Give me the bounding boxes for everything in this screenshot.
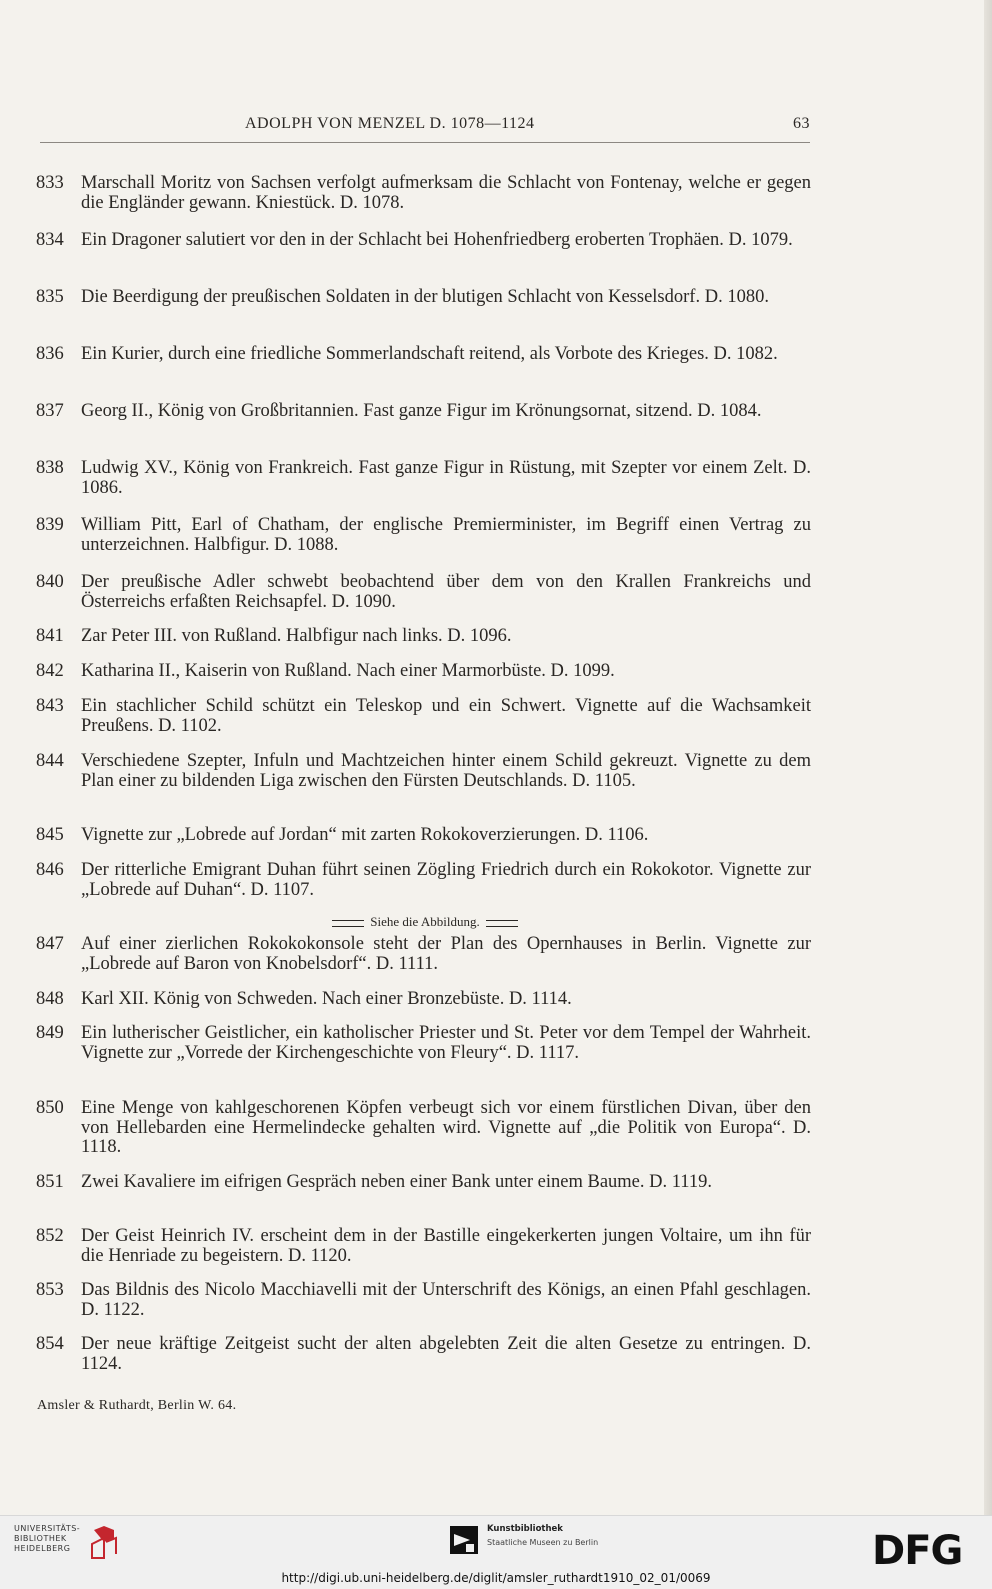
entry-text: Der ritterliche Emigrant Duhan führt seinen Zögling Friedrich durch ein Rokokotor. Vignette zur „Lobrede auf Duhan“. D. 1107. xyxy=(81,860,811,900)
library-crest-icon xyxy=(90,1524,118,1560)
entry-text: Katharina II., Kaiserin von Rußland. Nach einer Marmorbüste. D. 1099. xyxy=(81,661,615,681)
entry-text: Auf einer zierlichen Rokokokonsole steht der Plan des Opernhauses in Berlin. Vignette zur „Lobrede auf Baron von Knobelsdorf“. D. 1111. xyxy=(81,934,811,974)
entry-text: Verschiedene Szepter, Infuln und Machtzeichen hinter einem Schild gekreuzt. Vignette zu dem Plan einer zu bildenden Liga zwischen den Fürsten Deutschlands. D. 1105. xyxy=(81,751,811,791)
entry-text: Georg II., König von Großbritannien. Fast ganze Figur im Krönungsornat, sitzend. D. 1084. xyxy=(81,401,762,421)
entry-number: 836 xyxy=(36,344,64,364)
entry-number: 853 xyxy=(36,1280,64,1300)
entry-number: 844 xyxy=(36,751,64,771)
entry-text: Vignette zur „Lobrede auf Jordan“ mit zarten Rokokoverzierungen. D. 1106. xyxy=(81,825,649,845)
entry-number: 845 xyxy=(36,825,64,845)
double-rule xyxy=(486,920,518,927)
entry-number: 852 xyxy=(36,1226,64,1246)
double-rule xyxy=(332,920,364,927)
page-number: 63 xyxy=(793,115,810,132)
entry-number: 854 xyxy=(36,1334,64,1354)
library-name-line: BIBLIOTHEK xyxy=(14,1534,67,1543)
entry-number: 843 xyxy=(36,696,64,716)
permalink-url[interactable]: http://digi.ub.uni-heidelberg.de/diglit/amsler_ruthardt1910_02_01/0069 xyxy=(281,1571,711,1585)
library-name-line: UNIVERSITÄTS- xyxy=(14,1524,81,1533)
entry-text: Ein lutherischer Geistlicher, ein katholischer Priester und St. Peter vor dem Tempel der Wahrheit. Vignette zur „Vorrede der Kirchengeschichte von Fleury“. D. 1117. xyxy=(81,1023,811,1063)
entry-number: 842 xyxy=(36,661,64,681)
entry-number: 847 xyxy=(36,934,64,954)
entry-number: 840 xyxy=(36,572,64,592)
entry-text: Zar Peter III. von Rußland. Halbfigur nach links. D. 1096. xyxy=(81,626,512,646)
entry-text: Marschall Moritz von Sachsen verfolgt aufmerksam die Schlacht von Fontenay, welche er gegen die Engländer gewann. Kniestück. D. 1078. xyxy=(81,173,811,213)
entry-text: Die Beerdigung der preußischen Soldaten in der blutigen Schlacht von Kesselsdorf. D. 1080. xyxy=(81,287,769,307)
entry-text: Karl XII. König von Schweden. Nach einer Bronzebüste. D. 1114. xyxy=(81,989,572,1009)
entry-text: Der preußische Adler schwebt beobachtend über dem von den Krallen Frankreichs und Österreichs erfaßten Reichsapfel. D. 1090. xyxy=(81,572,811,612)
entry-number: 833 xyxy=(36,173,64,193)
entry-number: 838 xyxy=(36,458,64,478)
illustration-note xyxy=(300,914,550,930)
entry-number: 837 xyxy=(36,401,64,421)
entry-number: 848 xyxy=(36,989,64,1009)
entry-text: Eine Menge von kahlgeschorenen Köpfen verbeugt sich vor einem fürstlichen Divan, über den von Hellebarden eine Hermelindecke gehalten wird. Vignette auf „die Politik von Europa“. D. 1118. xyxy=(81,1098,811,1157)
kunstbibliothek-logo xyxy=(450,1524,610,1560)
entry-text: Ein Dragoner salutiert vor den in der Schlacht bei Hohenfriedberg eroberten Trophäen. D. 1079. xyxy=(81,230,793,250)
entry-text: Zwei Kavaliere im eifrigen Gespräch neben einer Bank unter einem Baume. D. 1119. xyxy=(81,1172,712,1192)
kunstbibliothek-subtitle: Staatliche Museen zu Berlin xyxy=(487,1538,599,1547)
entry-number: 839 xyxy=(36,515,64,535)
kunstbibliothek-name: Kunstbibliothek xyxy=(487,1524,563,1534)
entry-text: William Pitt, Earl of Chatham, der englische Premierminister, im Begriff einen Vertrag zu unterzeichnen. Halbfigur. D. 1088. xyxy=(81,515,811,555)
entry-number: 851 xyxy=(36,1172,64,1192)
page-edge xyxy=(984,0,992,1515)
entry-text: Der neue kräftige Zeitgeist sucht der alten abgelebten Zeit die alten Gesetze zu entringen. D. 1124. xyxy=(81,1334,811,1374)
header-rule xyxy=(40,142,810,143)
kunstbibliothek-mark-icon xyxy=(450,1526,478,1554)
entry-number: 849 xyxy=(36,1023,64,1043)
entry-number: 841 xyxy=(36,626,64,646)
library-logo xyxy=(14,1524,80,1554)
running-header xyxy=(40,115,810,139)
entry-text: Das Bildnis des Nicolo Macchiavelli mit der Unterschrift des Königs, an einen Pfahl geschlagen. D. 1122. xyxy=(81,1280,811,1320)
entry-text: Ein stachlicher Schild schützt ein Teleskop und ein Schwert. Vignette auf die Wachsamkeit Preußens. D. 1102. xyxy=(81,696,811,736)
library-name-line: HEIDELBERG xyxy=(14,1544,71,1553)
note-text: Siehe die Abbildung. xyxy=(370,914,480,929)
entry-text: Der Geist Heinrich IV. erscheint dem in der Bastille eingekerkerten jungen Voltaire, um ihn für die Henriade zu begeistern. D. 1120. xyxy=(81,1226,811,1266)
entry-text: Ludwig XV., König von Frankreich. Fast ganze Figur in Rüstung, mit Szepter vor einem Zelt. D. 1086. xyxy=(81,458,811,498)
entry-number: 846 xyxy=(36,860,64,880)
entry-number: 850 xyxy=(36,1098,64,1118)
header-title: ADOLPH VON MENZEL D. 1078—1124 xyxy=(245,115,535,132)
entry-number: 835 xyxy=(36,287,64,307)
entry-number: 834 xyxy=(36,230,64,250)
publisher-imprint: Amsler & Ruthardt, Berlin W. 64. xyxy=(37,1398,237,1413)
entry-text: Ein Kurier, durch eine friedliche Sommerlandschaft reitend, als Vorbote des Krieges. D. 1082. xyxy=(81,344,778,364)
dfg-logo: DFG xyxy=(872,1528,963,1574)
